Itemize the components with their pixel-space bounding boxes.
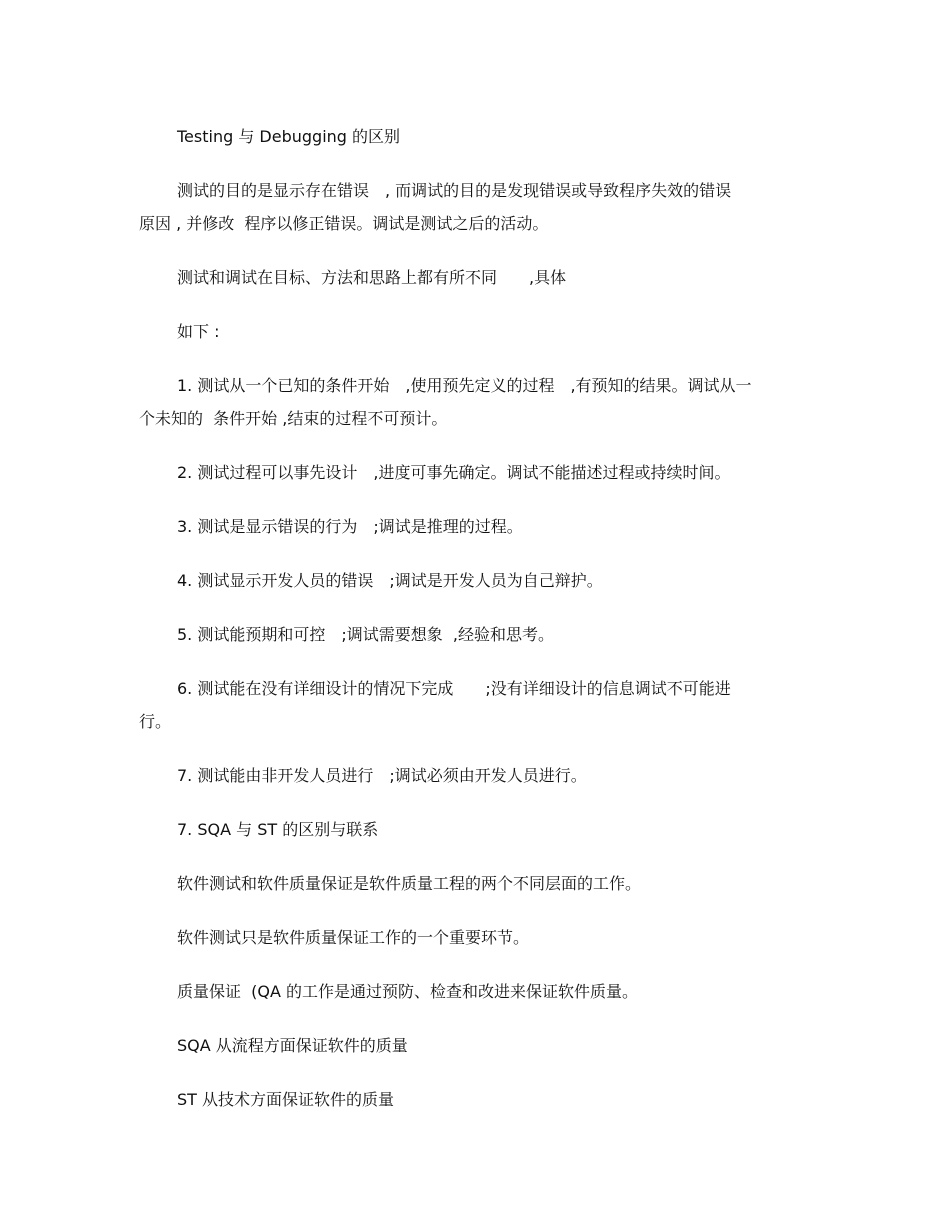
paragraph-line: ST 从技术方面保证软件的质量: [177, 1090, 395, 1109]
paragraph-line: 质量保证 (QA 的工作是通过预防、检查和改进来保证软件质量。: [177, 982, 639, 1001]
list-item-line: 7. 测试能由非开发人员进行 ;调试必须由开发人员进行。: [177, 766, 587, 785]
document-title: Testing 与 Debugging 的区别: [177, 127, 401, 146]
paragraph-line: 如下 :: [177, 322, 220, 341]
list-item-line: 2. 测试过程可以事先设计 ,进度可事先确定。调试不能描述过程或持续时间。: [177, 463, 731, 482]
list-item-line: 6. 测试能在没有详细设计的情况下完成 ;没有详细设计的信息调试不可能进: [177, 679, 731, 698]
list-item-line: 4. 测试显示开发人员的错误 ;调试是开发人员为自己辩护。: [177, 571, 603, 590]
list-item-line: 1. 测试从一个已知的条件开始 ,使用预先定义的过程 ,有预知的结果。调试从一: [177, 376, 752, 395]
section-heading: 7. SQA 与 ST 的区别与联系: [177, 820, 379, 839]
paragraph-line: 软件测试只是软件质量保证工作的一个重要环节。: [177, 928, 530, 947]
list-item-line: 行。: [139, 712, 172, 731]
list-item-line: 5. 测试能预期和可控 ;调试需要想象 ,经验和思考。: [177, 625, 555, 644]
list-item-line: 3. 测试是显示错误的行为 ;调试是推理的过程。: [177, 517, 523, 536]
paragraph-line: 原因 , 并修改 程序以修正错误。调试是测试之后的活动。: [139, 214, 549, 233]
paragraph-line: 测试和调试在目标、方法和思路上都有所不同 ,具体: [177, 268, 567, 287]
list-item-line: 个未知的 条件开始 ,结束的过程不可预计。: [139, 409, 448, 428]
paragraph-line: SQA 从流程方面保证软件的质量: [177, 1036, 408, 1055]
paragraph-line: 软件测试和软件质量保证是软件质量工程的两个不同层面的工作。: [177, 874, 642, 893]
paragraph-line: 测试的目的是显示存在错误 , 而调试的目的是发现错误或导致程序失效的错误: [177, 181, 732, 200]
